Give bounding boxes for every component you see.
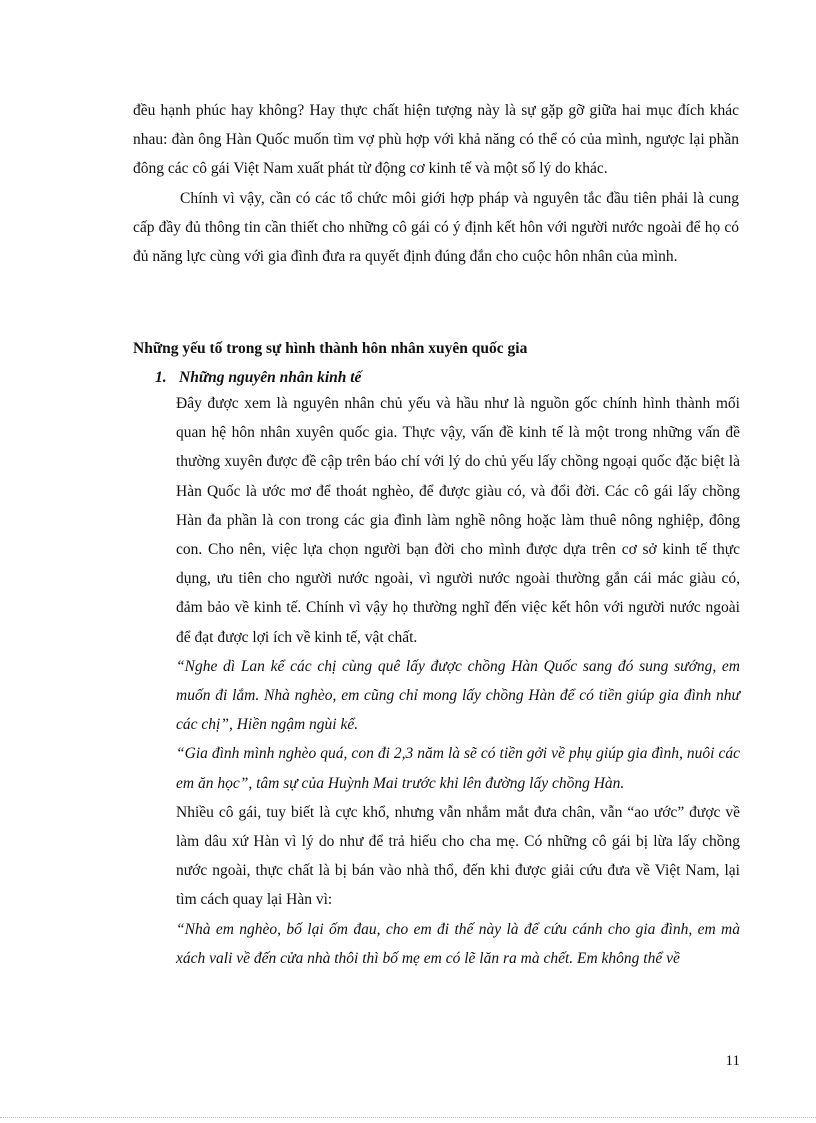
quote: “Nhà em nghèo, bố lại ốm đau, cho em đi thế này là để cứu cánh cho gia đình, em mà xách vali về đến cửa nhà thôi thì bố mẹ em có lẽ lăn ra mà chết. Em không thể về <box>176 920 740 967</box>
intro-text <box>133 96 739 271</box>
quote: “Nghe dì Lan kể các chị cùng quê lấy được chồng Hàn Quốc sang đó sung sướng, em muốn đi lắm. Nhà nghèo, em cũng chỉ mong lấy chồng Hàn để có tiền giúp gia đình như các chị”, Hiền ngậm ngùi kể. <box>176 657 740 734</box>
subsection-title: Những nguyên nhân kinh tế <box>179 369 362 386</box>
paragraph: Nhiều cô gái, tuy biết là cực khổ, nhưng vẫn nhắm mắt đưa chân, vẫn “ao ước” được về làm dâu xứ Hàn vì lý do như để trả hiếu cho cha mẹ. Có những cô gái bị lừa lấy chồng nước ngoài, thực chất là bị bán vào nhà thổ, đến khi được giải cứu đưa về Việt Nam, lại tìm cách quay lại Hàn vì: <box>176 803 740 909</box>
subsection-heading <box>155 364 745 392</box>
paragraph: đều hạnh phúc hay không? Hay thực chất hiện tượng này là sự gặp gỡ giữa hai mục đích khác nhau: đàn ông Hàn Quốc muốn tìm vợ phù hợp với khả năng có thể có của mình, ngược lại phần đông các cô gái Việt Nam xuất phát từ động cơ kinh tế và một số lý do khác. <box>133 102 739 178</box>
page-number: 11 <box>725 1053 740 1069</box>
paragraph: Đây được xem là nguyên nhân chủ yếu và hầu như là nguồn gốc chính hình thành mối quan hệ hôn nhân xuyên quốc gia. Thực vậy, vấn đề kinh tế là một trong những vấn đề thường xuyên được đề cập trên báo chí với lý do chủ yếu lấy chồng ngoại quốc đặc biệt là Hàn Quốc là ước mơ để thoát nghèo, để được giàu có, và đổi đời. Các cô gái lấy chồng Hàn đa phần là con trong các gia đình làm nghề nông hoặc làm thuê nông nghiệp, đông con. Cho nên, việc lựa chọn người bạn đời cho mình được dựa trên cơ sở kinh tế thực dụng, ưu tiên cho người nước ngoài, vì người nước ngoài thường gắn cái mác giàu có, đảm bảo về kinh tế. Chính vì vậy họ thường nghĩ đến việc kết hôn với người nước ngoài để đạt được lợi ích về kinh tế, vật chất. <box>176 395 740 646</box>
paragraph: Chính vì vậy, cần có các tổ chức môi giới hợp pháp và nguyên tắc đầu tiên phải là cung cấp đầy đủ thông tin cần thiết cho những cô gái có ý định kết hôn với người nước ngoài để họ có đủ năng lực cùng với gia đình đưa ra quyết định đúng đắn cho cuộc hôn nhân của mình. <box>133 189 739 266</box>
section-heading: Những yếu tố trong sự hình thành hôn nhân xuyên quốc gia <box>133 340 528 357</box>
subsection-number: 1. <box>155 369 167 386</box>
page-bottom-rule <box>0 1117 816 1118</box>
quote: “Gia đình mình nghèo quá, con đi 2,3 năm là sẽ có tiền gởi về phụ giúp gia đình, nuôi các em ăn học”, tâm sự của Huỳnh Mai trước khi lên đường lấy chồng Hàn. <box>176 745 740 792</box>
body-text <box>176 389 740 973</box>
